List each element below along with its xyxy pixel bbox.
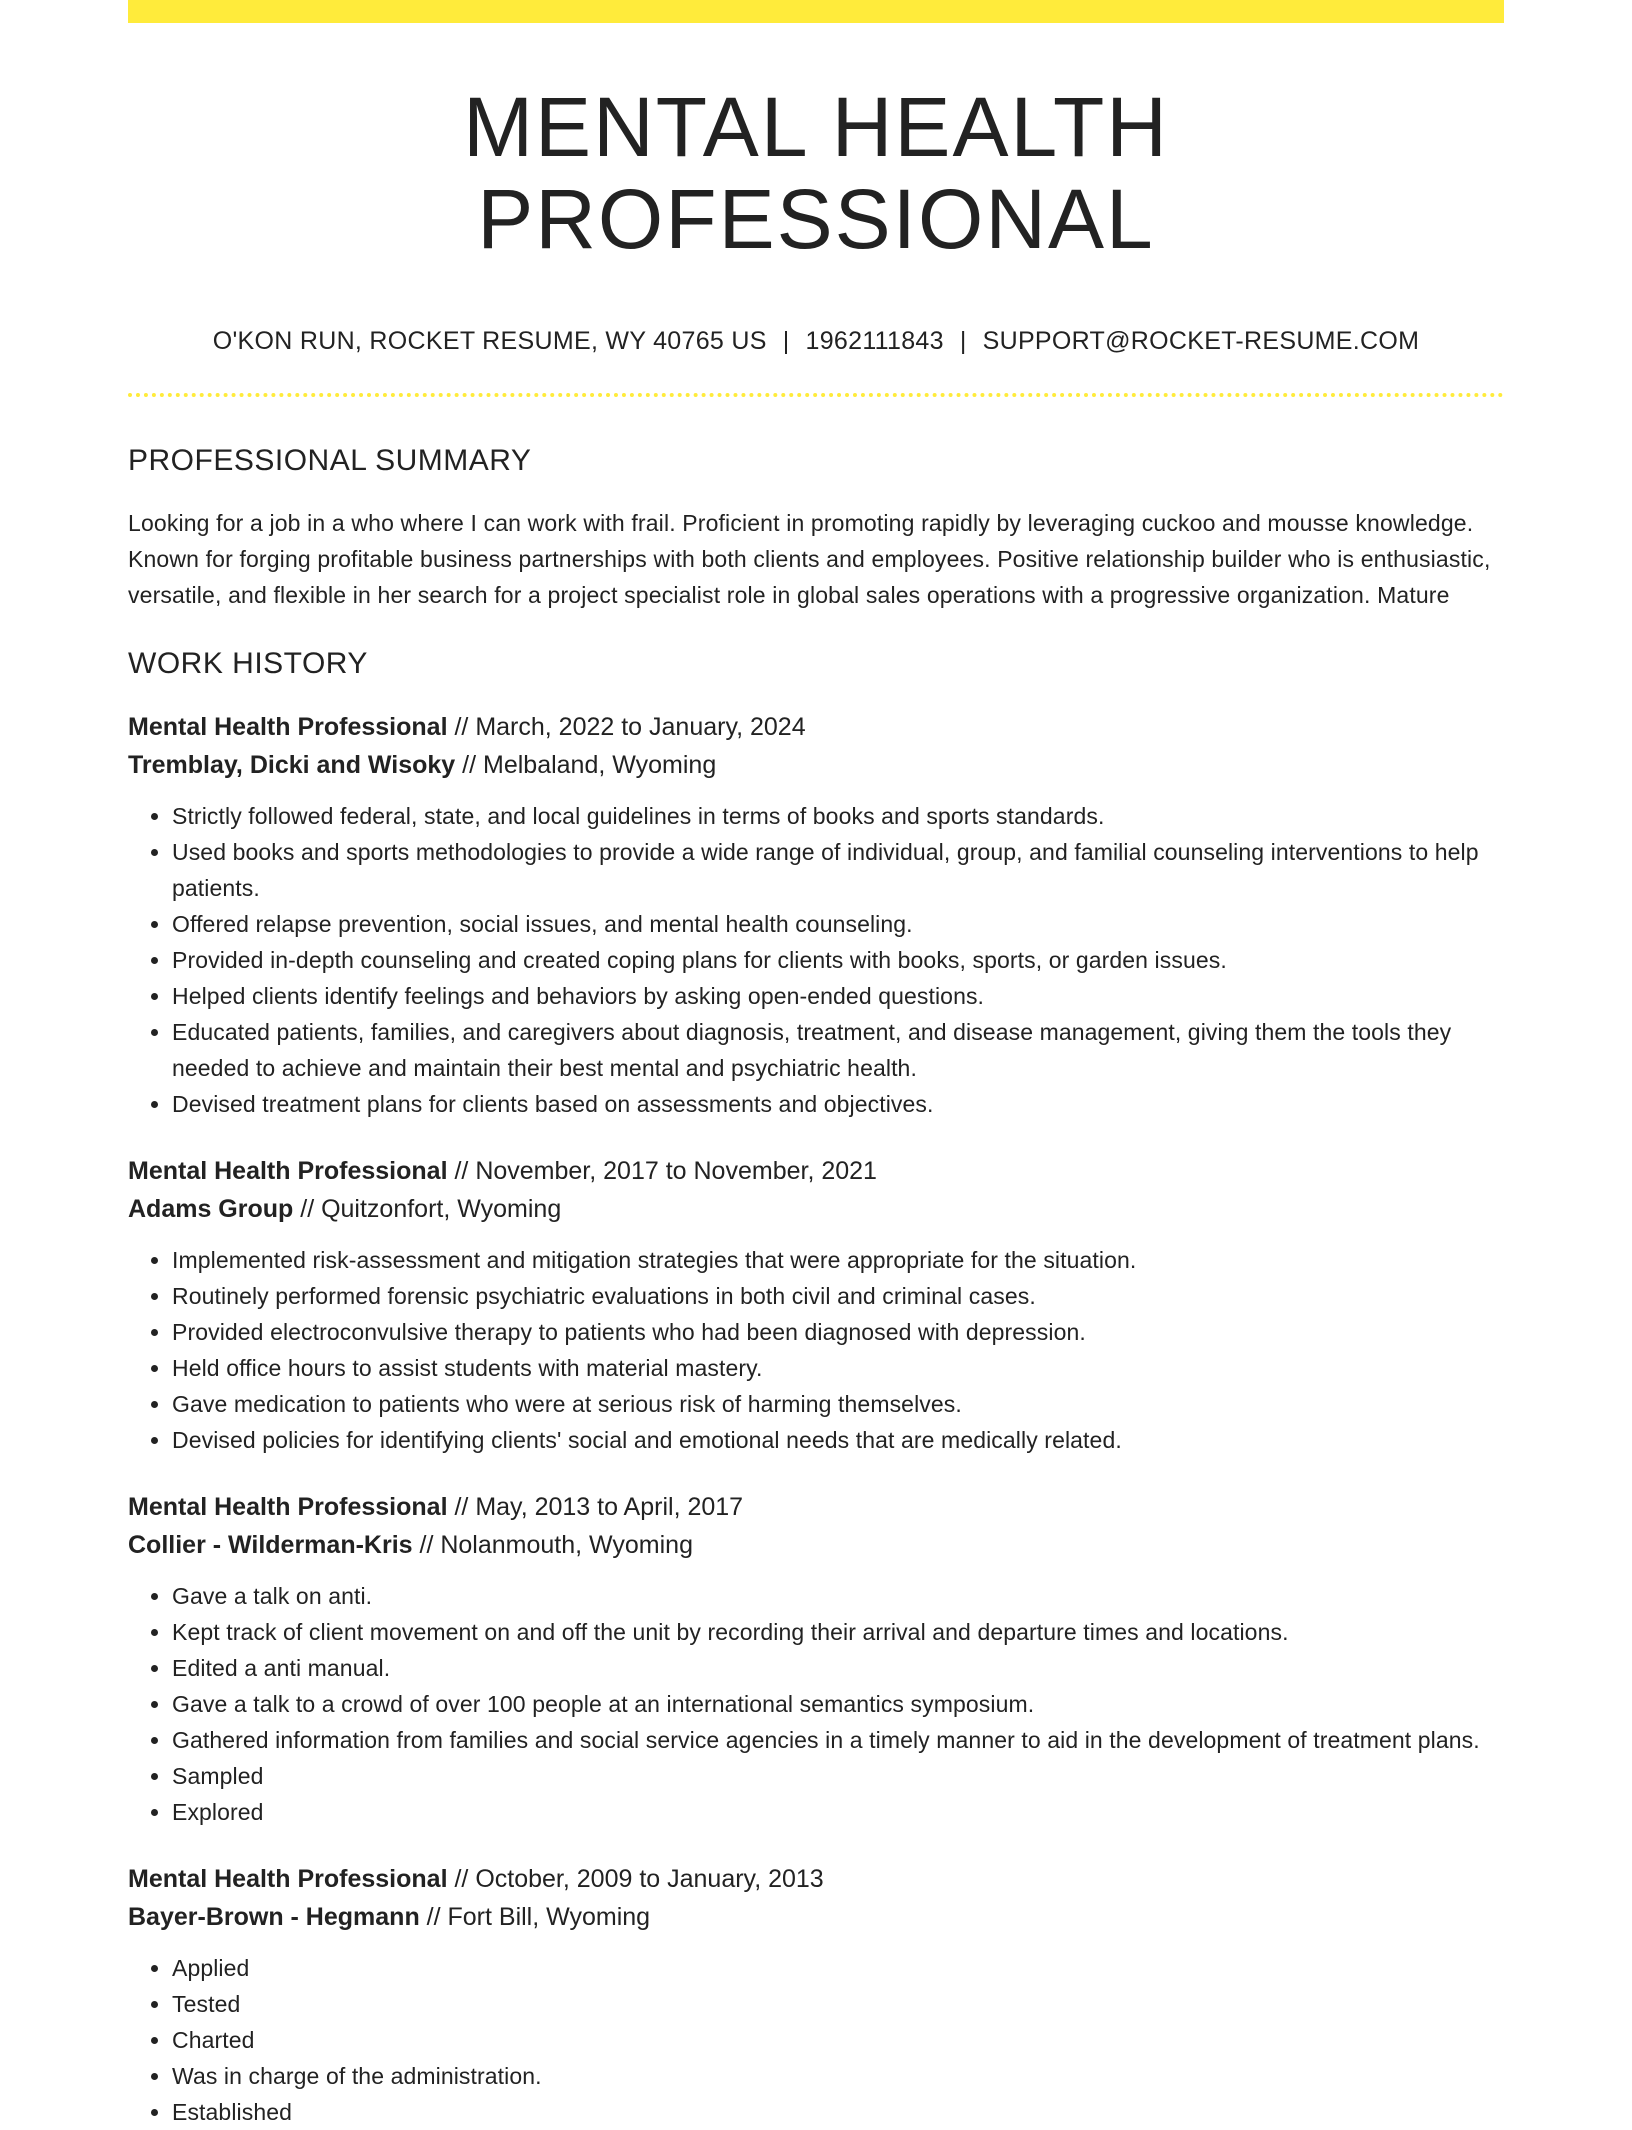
bullet-item: • Gave medication to patients who were at serious risk of harming themselves. bbox=[172, 1386, 1504, 1422]
bullet-item: • Offered relapse prevention, social issues, and mental health counseling. bbox=[172, 906, 1504, 942]
bullet-item: • Applied bbox=[172, 1950, 1504, 1986]
job-role-line bbox=[128, 1488, 1504, 1526]
job-role-line bbox=[128, 1152, 1504, 1190]
job-company-line bbox=[128, 746, 1504, 784]
job-company-line bbox=[128, 1190, 1504, 1228]
job-entry bbox=[128, 1152, 1504, 1458]
job-location: // Fort Bill, Wyoming bbox=[419, 1902, 651, 1931]
job-company: Bayer-Brown - Hegmann bbox=[128, 1902, 420, 1931]
job-dates: // October, 2009 to January, 2013 bbox=[447, 1864, 824, 1893]
bullet-item: • Provided electroconvulsive therapy to patients who had been diagnosed with depression. bbox=[172, 1314, 1504, 1350]
job-bullets bbox=[128, 1242, 1504, 1458]
bullet-item: • Implemented risk-assessment and mitigation strategies that were appropriate for the situation. bbox=[172, 1242, 1504, 1278]
job-bullets bbox=[128, 1578, 1504, 1830]
job-bullets bbox=[128, 798, 1504, 1122]
bullet-item: • Established bbox=[172, 2094, 1504, 2130]
bullet-item: • Edited a anti manual. bbox=[172, 1650, 1504, 1686]
job-dates: // November, 2017 to November, 2021 bbox=[447, 1156, 877, 1185]
work-history-list bbox=[128, 708, 1504, 2130]
job-company-line bbox=[128, 1526, 1504, 1564]
contact-separator: | bbox=[959, 326, 967, 355]
bullet-item: • Explored bbox=[172, 1794, 1504, 1830]
job-role: Mental Health Professional bbox=[128, 1864, 448, 1893]
job-location: // Quitzonfort, Wyoming bbox=[293, 1194, 562, 1223]
summary-text: Looking for a job in a who where I can work with frail. Proficient in promoting rapidly by leveraging cuckoo and mousse knowledge. Known for forging profitable business partnerships with both clients and employees. Positive relationship builder who is enthusiastic, versatile, and flexible in her search for a project specialist role in global sales operations with a progressive organization. Mature bbox=[128, 509, 1491, 608]
job-location: // Nolanmouth, Wyoming bbox=[412, 1530, 693, 1559]
job-role-line bbox=[128, 1860, 1504, 1898]
job-dates: // May, 2013 to April, 2017 bbox=[447, 1492, 744, 1521]
contact-phone: 1962111843 bbox=[805, 326, 944, 355]
bullet-item: • Devised treatment plans for clients based on assessments and objectives. bbox=[172, 1086, 1504, 1122]
job-company: Tremblay, Dicki and Wisoky bbox=[128, 750, 456, 779]
job-company: Collier - Wilderman-Kris bbox=[128, 1530, 413, 1559]
bullet-item: • Gave a talk on anti. bbox=[172, 1578, 1504, 1614]
job-entry bbox=[128, 1488, 1504, 1830]
bullet-item: • Gave a talk to a crowd of over 100 people at an international semantics symposium. bbox=[172, 1686, 1504, 1722]
bullet-item: • Strictly followed federal, state, and local guidelines in terms of books and sports standards. bbox=[172, 798, 1504, 834]
work-history-heading: WORK HISTORY bbox=[128, 646, 368, 680]
dotted-divider bbox=[128, 393, 1504, 397]
contact-email: SUPPORT@ROCKET-RESUME.COM bbox=[982, 326, 1420, 355]
bullet-item: • Educated patients, families, and caregivers about diagnosis, treatment, and disease management, giving them the tools they needed to achieve and maintain their best mental and psychiatric health. bbox=[172, 1014, 1504, 1086]
job-role: Mental Health Professional bbox=[128, 1492, 448, 1521]
job-role: Mental Health Professional bbox=[128, 1156, 448, 1185]
bullet-item: • Charted bbox=[172, 2022, 1504, 2058]
bullet-item: • Used books and sports methodologies to provide a wide range of individual, group, and familial counseling interventions to help patients. bbox=[172, 834, 1504, 906]
accent-top-bar bbox=[128, 0, 1504, 23]
job-location: // Melbaland, Wyoming bbox=[455, 750, 717, 779]
job-company: Adams Group bbox=[128, 1194, 294, 1223]
contact-line bbox=[128, 326, 1504, 356]
bullet-item: • Provided in-depth counseling and created coping plans for clients with books, sports, or garden issues. bbox=[172, 942, 1504, 978]
job-company-line bbox=[128, 1898, 1504, 1936]
job-entry bbox=[128, 708, 1504, 1122]
bullet-item: • Routinely performed forensic psychiatric evaluations in both civil and criminal cases. bbox=[172, 1278, 1504, 1314]
job-dates: // March, 2022 to January, 2024 bbox=[447, 712, 806, 741]
bullet-item: • Devised policies for identifying clients' social and emotional needs that are medically related. bbox=[172, 1422, 1504, 1458]
contact-address: O'KON RUN, ROCKET RESUME, WY 40765 US bbox=[212, 326, 767, 355]
contact-separator: | bbox=[782, 326, 790, 355]
bullet-item: • Tested bbox=[172, 1986, 1504, 2022]
bullet-item: • Gathered information from families and social service agencies in a timely manner to aid in the development of treatment plans. bbox=[172, 1722, 1504, 1758]
job-entry bbox=[128, 1860, 1504, 2130]
job-role: Mental Health Professional bbox=[128, 712, 448, 741]
bullet-item: • Held office hours to assist students with material mastery. bbox=[172, 1350, 1504, 1386]
bullet-item: • Was in charge of the administration. bbox=[172, 2058, 1504, 2094]
summary-heading: PROFESSIONAL SUMMARY bbox=[128, 443, 532, 477]
job-role-line bbox=[128, 708, 1504, 746]
job-bullets bbox=[128, 1950, 1504, 2130]
bullet-item: • Sampled bbox=[172, 1758, 1504, 1794]
bullet-item: • Helped clients identify feelings and behaviors by asking open-ended questions. bbox=[172, 978, 1504, 1014]
resume-name: MENTAL HEALTH PROFESSIONAL bbox=[463, 80, 1169, 267]
resume-page bbox=[128, 0, 1504, 2130]
bullet-item: • Kept track of client movement on and off the unit by recording their arrival and departure times and locations. bbox=[172, 1614, 1504, 1650]
